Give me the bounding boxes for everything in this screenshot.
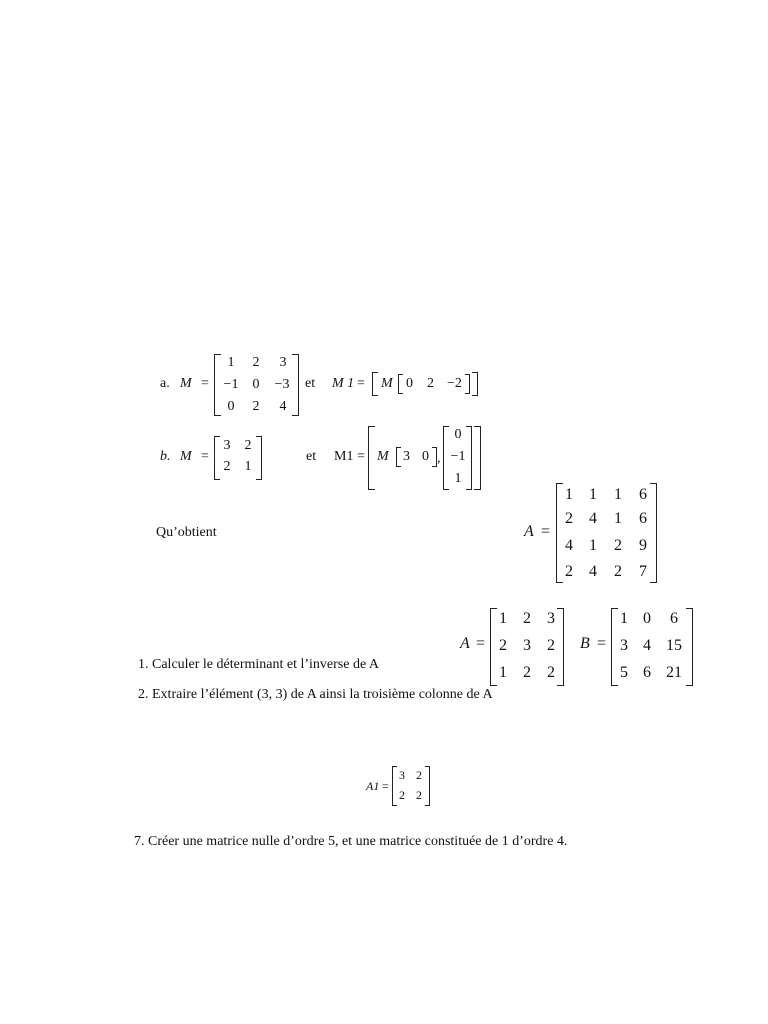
cell: 1	[499, 610, 507, 627]
cell: 6	[670, 610, 678, 627]
cell: 4	[589, 510, 597, 527]
comma: ,	[437, 451, 441, 466]
cell: 4	[589, 563, 597, 580]
symbol-A: A	[460, 635, 470, 652]
cell: 4	[643, 637, 651, 654]
cell: 4	[279, 399, 287, 414]
cell: 6	[639, 486, 647, 503]
cell: 1	[454, 471, 462, 486]
cell: 2	[614, 563, 622, 580]
cell: 4	[565, 537, 573, 554]
cell: 2	[565, 563, 573, 580]
cell: 0	[643, 610, 651, 627]
word-et: et	[306, 449, 317, 464]
symbol-M1: M1	[334, 449, 354, 464]
cell: 1	[589, 537, 597, 554]
symbol-M: M	[377, 449, 389, 464]
symbol-M1: M 1	[332, 376, 355, 391]
cell: 5	[620, 664, 628, 681]
bracket-right	[256, 436, 262, 480]
cell: 21	[666, 664, 682, 681]
cell: 15	[666, 637, 682, 654]
cell: −2	[447, 376, 462, 391]
cell: 1	[614, 510, 622, 527]
cell: 2	[244, 438, 252, 453]
symbol-A: A	[524, 523, 534, 540]
cell: 2	[547, 637, 555, 654]
cell: 6	[643, 664, 651, 681]
cell: 2	[252, 355, 260, 370]
cell: 1	[620, 610, 628, 627]
symbol-A1: A1	[366, 779, 380, 793]
cell: 0	[252, 377, 260, 392]
cell: 2	[416, 768, 422, 782]
bracket-right	[686, 608, 693, 686]
symbol-M: M	[381, 376, 393, 391]
cell: 0	[227, 399, 235, 414]
bracket-left	[372, 372, 378, 396]
cell: 2	[523, 610, 531, 627]
cell: 1	[614, 486, 622, 503]
equals-sign: =	[357, 376, 365, 391]
cell: −1	[223, 377, 239, 392]
cell: 3	[279, 355, 287, 370]
equals-sign: =	[357, 449, 365, 464]
cell: 3	[547, 610, 555, 627]
cell: 3	[223, 438, 231, 453]
equals-sign: =	[597, 635, 607, 652]
equals-sign: =	[476, 635, 486, 652]
bracket-right	[472, 372, 478, 396]
cell: 2	[614, 537, 622, 554]
cell: 3	[523, 637, 531, 654]
cell: 2	[399, 788, 405, 802]
item-2: 2. Extraire l’élément (3, 3) de A ainsi la troisième colonne de A	[138, 687, 493, 702]
label-b: b.	[160, 449, 171, 464]
cell: 2	[223, 459, 231, 474]
equals-sign: =	[382, 779, 389, 793]
cell: 1	[565, 486, 573, 503]
cell: 1	[499, 664, 507, 681]
cell: 2	[523, 664, 531, 681]
symbol-B: B	[580, 635, 590, 652]
equals-sign: =	[201, 449, 209, 464]
cell: 0	[454, 427, 462, 442]
symbol-M: M	[180, 376, 192, 391]
cell: 1	[589, 486, 597, 503]
bracket-left	[368, 426, 375, 490]
cell: 6	[639, 510, 647, 527]
cell: 0	[422, 449, 429, 464]
cell: 3	[620, 637, 628, 654]
symbol-M: M	[180, 449, 192, 464]
item-1: 1. Calculer le déterminant et l’inverse de A	[138, 657, 380, 672]
label-a: a.	[160, 376, 170, 391]
bracket-right	[474, 426, 481, 490]
cell: 2	[499, 637, 507, 654]
cell: 7	[639, 563, 647, 580]
cell: 2	[427, 376, 434, 391]
cell: 1	[227, 355, 235, 370]
cell: 9	[639, 537, 647, 554]
cell: 2	[565, 510, 573, 527]
cell: 3	[399, 768, 405, 782]
bracket-left	[398, 374, 403, 394]
bracket-right	[465, 374, 470, 394]
cell: 2	[547, 664, 555, 681]
cell: 0	[406, 376, 413, 391]
word-et: et	[305, 376, 316, 391]
bracket-left	[396, 447, 401, 467]
cell: 2	[416, 788, 422, 802]
cell: −3	[274, 377, 290, 392]
item-7: 7. Créer une matrice nulle d’ordre 5, et une matrice constituée de 1 d’ordre 4.	[134, 834, 568, 849]
equals-sign: =	[541, 523, 551, 540]
cell: 1	[244, 459, 252, 474]
question-text: Qu’obtient	[156, 525, 217, 540]
cell: −1	[450, 449, 466, 464]
equals-sign: =	[201, 376, 209, 391]
cell: 2	[252, 399, 260, 414]
cell: 3	[403, 449, 410, 464]
